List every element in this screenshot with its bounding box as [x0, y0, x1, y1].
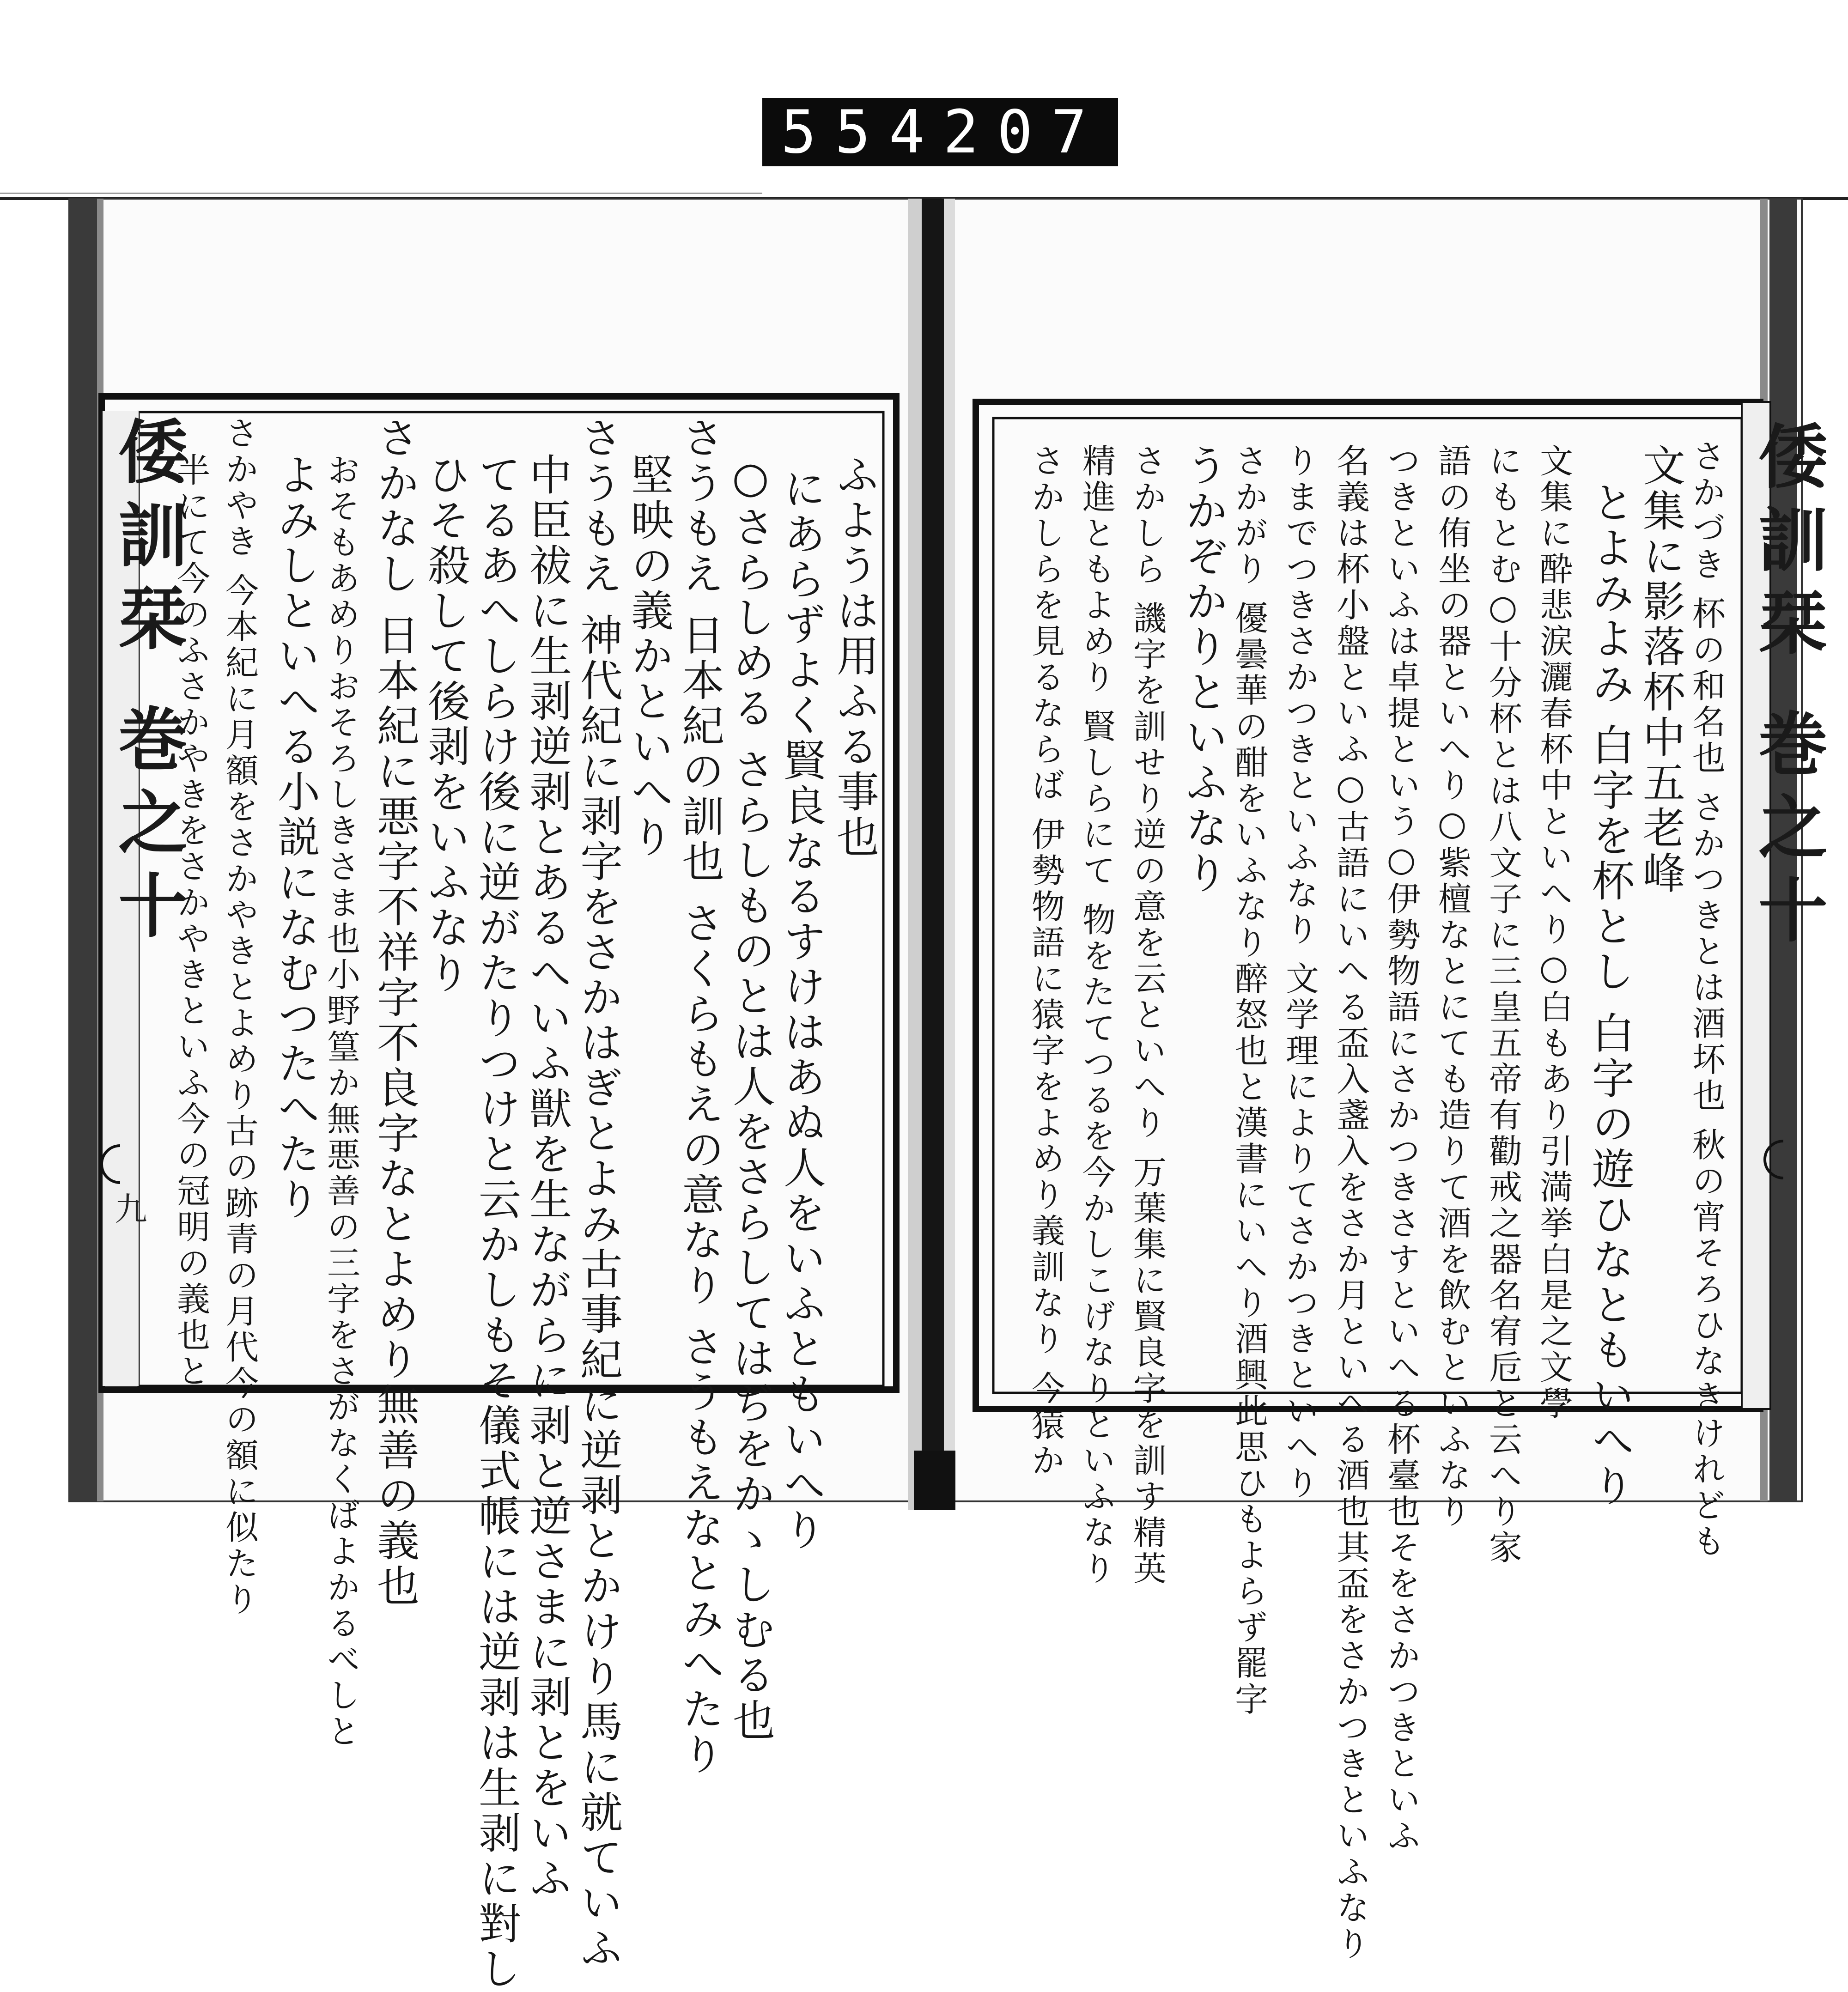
right-col-13: 精進ともよめり 賢しらにて 物をたてつるを今かしこげなりといふなり	[1077, 443, 1116, 1587]
left-page-folio: 九	[109, 1192, 147, 1224]
right-col-10: さかがり 優曇華の酣をいふなり醉怒也と漢書にいへり酒興此思ひもよらず罷字	[1229, 443, 1268, 1718]
left-col-7: 中臣祓に生剥逆剥とあるへいふ獣を生ながらに剥と逆さまに剥とをいふ	[523, 453, 572, 1901]
left-col-14: 半にて今のふさかやきをさかやきといふ今の冠明の義也と	[171, 453, 210, 1390]
left-col-10: さかなし 日本紀に悪字不祥字不良字なとよめり無善の義也	[370, 416, 419, 1609]
left-col-12: よみしといへる小説になむつたへたり	[271, 453, 320, 1222]
right-page-edge-title: 倭訓栞 巻之十	[1746, 420, 1828, 958]
left-col-1: ふようは用ふる事也	[830, 453, 879, 860]
spine-marker	[914, 1451, 955, 1510]
left-col-13: さかやき 今本紀に月額をさかやきとよめり古の跡青の月代今の額に似たり	[220, 416, 259, 1618]
call-number-right: 207	[943, 97, 1106, 167]
right-col-2: 文集に影落杯中五老峰	[1636, 443, 1685, 896]
left-col-11: おそもあめりおそろしきさま也小野篁か無悪善の三字をさがなくばよかるべしと	[322, 453, 360, 1750]
left-col-6: さうもえ 神代紀に剥字をさかはぎとよみ古事紀に逆剥とかけり馬に就ていふ	[573, 416, 623, 1972]
right-col-11: うかぞかりといふなり	[1179, 443, 1228, 896]
right-col-7: つきといふは卓提という○伊勢物語にさかつきさすといへる杯臺也そをさかつきといふ	[1382, 443, 1421, 1854]
right-col-12: さかしら 譏字を訓せり逆の意を云といへり 万葉集に賢良字を訓す精英	[1128, 443, 1167, 1587]
right-col-3: とよみよみ 白字を杯とし 白字の遊ひなともいへり	[1585, 480, 1635, 1509]
left-col-9: ひそ殺して後剥をいふなり	[421, 453, 470, 996]
call-number-label	[762, 98, 1118, 166]
left-col-2: にあらずよく賢良なるすけはあぬ人をいふともいへり	[777, 467, 826, 1553]
right-col-8: 名義は杯小盤といふ○古語にいへる盃入盞入をさか月といへる酒也其盃をさかつきといふなり	[1331, 443, 1370, 1962]
right-col-14: さかしらを見るならば 伊勢物語に猿字をよめり義訓なり 今猿か	[1026, 443, 1065, 1479]
right-col-4: 文集に酔悲涙灑春杯中といへり○白もあり引満挙白是之文學	[1534, 443, 1573, 1422]
left-col-3: ○さらしめる さらしものとは人をさらしてはぢをかゝしむる也	[726, 453, 775, 1744]
left-page-edge-title: 倭訓栞 巻之十	[106, 416, 188, 953]
left-col-4: さうもえ 日本紀の訓也 さくらもえの意なり さうもえなとみへたり	[675, 416, 724, 1778]
left-col-8: てるあへしらけ後に逆がたりつけと云かしもそ儀式帳には逆剥は生剥に對し	[472, 453, 521, 1992]
right-col-1: さかづき 杯の和名也 さかつきとは酒坏也 秋の宵そろひなきけれども	[1687, 439, 1726, 1560]
call-number-left: 554	[781, 97, 943, 167]
right-col-9: りまでつきさかつきといふなり 文学理によりてさかつきといへり	[1280, 443, 1319, 1502]
left-col-5: 堅映の義かといへり	[624, 453, 674, 860]
right-col-6: 語の侑坐の器といへり○紫檀なとにても造りて酒を飲むといふなり	[1433, 443, 1471, 1530]
right-col-5: にもとむ○十分杯とは八文子に三皇五帝有勸戒之器名宥卮と云へり家	[1483, 443, 1522, 1566]
